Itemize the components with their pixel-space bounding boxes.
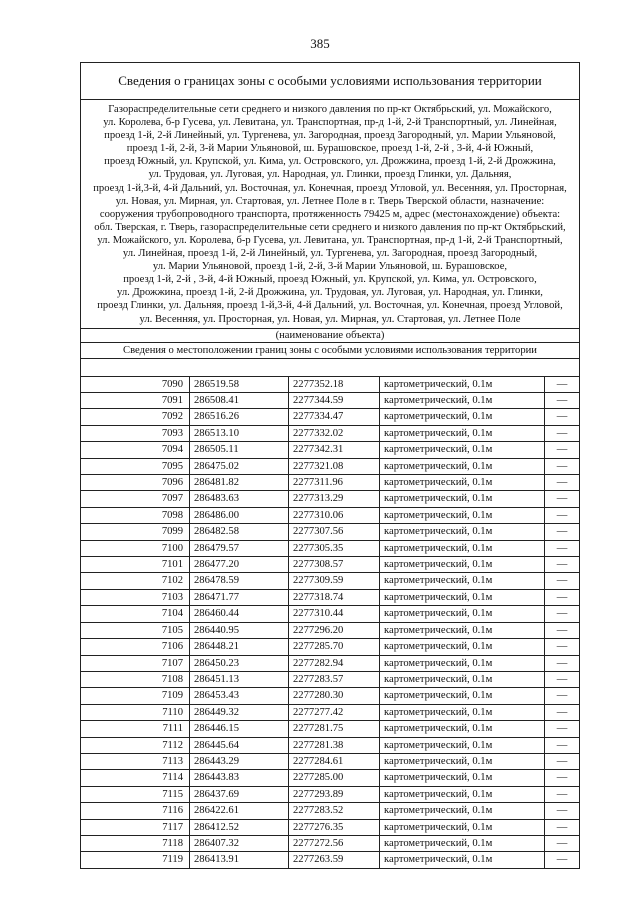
method-accuracy: картометрический, 0.1м [380,852,545,868]
coord-y: 2277310.44 [289,606,380,622]
method-accuracy: картометрический, 0.1м [380,639,545,655]
table-row [81,671,579,687]
method-accuracy: картометрический, 0.1м [380,491,545,507]
table-row [81,475,579,491]
description-dash: — [545,639,580,655]
point-number: 7094 [81,442,190,458]
coord-x: 286508.41 [190,393,289,409]
coord-x: 286449.32 [190,704,289,720]
table-row [81,770,579,786]
coord-y: 2277318.74 [289,589,380,605]
coord-y: 2277272.56 [289,835,380,851]
coord-y: 2277283.52 [289,803,380,819]
method-accuracy: картометрический, 0.1м [380,507,545,523]
method-accuracy: картометрический, 0.1м [380,721,545,737]
coord-x: 286412.52 [190,819,289,835]
method-accuracy: картометрический, 0.1м [380,753,545,769]
description-dash: — [545,491,580,507]
method-accuracy: картометрический, 0.1м [380,442,545,458]
coord-y: 2277281.38 [289,737,380,753]
method-accuracy: картометрический, 0.1м [380,606,545,622]
coord-x: 286450.23 [190,655,289,671]
coord-y: 2277352.18 [289,377,380,393]
coord-y: 2277308.57 [289,557,380,573]
table-row [81,557,579,573]
description-dash: — [545,721,580,737]
point-number: 7103 [81,589,190,605]
header-spacer-row [81,359,579,377]
point-number: 7096 [81,475,190,491]
point-number: 7099 [81,524,190,540]
table-row [81,540,579,556]
method-accuracy: картометрический, 0.1м [380,377,545,393]
coord-x: 286448.21 [190,639,289,655]
method-accuracy: картометрический, 0.1м [380,655,545,671]
coord-y: 2277263.59 [289,852,380,868]
coord-x: 286440.95 [190,622,289,638]
table-row [81,655,579,671]
coord-y: 2277285.00 [289,770,380,786]
coord-y: 2277283.57 [289,671,380,687]
method-accuracy: картометрический, 0.1м [380,540,545,556]
point-number: 7108 [81,671,190,687]
description-dash: — [545,753,580,769]
table-row [81,393,579,409]
point-number: 7090 [81,377,190,393]
method-accuracy: картометрический, 0.1м [380,589,545,605]
point-number: 7105 [81,622,190,638]
coord-x: 286481.82 [190,475,289,491]
table-row [81,786,579,802]
method-accuracy: картометрический, 0.1м [380,458,545,474]
coord-x: 286446.15 [190,721,289,737]
description-dash: — [545,835,580,851]
table-row [81,803,579,819]
coord-x: 286486.00 [190,507,289,523]
description-dash: — [545,442,580,458]
coord-y: 2277309.59 [289,573,380,589]
point-number: 7097 [81,491,190,507]
coord-y: 2277284.61 [289,753,380,769]
object-name-caption: (наименование объекта) [81,329,579,343]
point-number: 7110 [81,704,190,720]
description-dash: — [545,557,580,573]
coord-x: 286453.43 [190,688,289,704]
method-accuracy: картометрический, 0.1м [380,770,545,786]
coord-x: 286443.29 [190,753,289,769]
point-number: 7104 [81,606,190,622]
coord-x: 286437.69 [190,786,289,802]
point-number: 7118 [81,835,190,851]
method-accuracy: картометрический, 0.1м [380,835,545,851]
coord-x: 286479.57 [190,540,289,556]
method-accuracy: картометрический, 0.1м [380,622,545,638]
method-accuracy: картометрический, 0.1м [380,803,545,819]
coord-y: 2277334.47 [289,409,380,425]
coord-y: 2277280.30 [289,688,380,704]
table-row [81,442,579,458]
table-row [81,507,579,523]
table-row [81,721,579,737]
table-row [81,491,579,507]
coordinates-table [81,377,579,868]
coord-y: 2277281.75 [289,721,380,737]
coord-y: 2277342.31 [289,442,380,458]
description-dash: — [545,409,580,425]
description-dash: — [545,737,580,753]
description-dash: — [545,475,580,491]
method-accuracy: картометрический, 0.1м [380,393,545,409]
coord-y: 2277313.29 [289,491,380,507]
form-title: Сведения о границах зоны с особыми условиями использования территории [81,63,579,100]
description-dash: — [545,540,580,556]
table-row [81,704,579,720]
coord-x: 286519.58 [190,377,289,393]
description-dash: — [545,770,580,786]
table-row [81,573,579,589]
coord-y: 2277311.96 [289,475,380,491]
point-number: 7113 [81,753,190,769]
point-number: 7114 [81,770,190,786]
coord-y: 2277332.02 [289,425,380,441]
method-accuracy: картометрический, 0.1м [380,425,545,441]
method-accuracy: картометрический, 0.1м [380,409,545,425]
coord-x: 286413.91 [190,852,289,868]
point-number: 7091 [81,393,190,409]
coord-x: 286505.11 [190,442,289,458]
point-number: 7119 [81,852,190,868]
coord-y: 2277276.35 [289,819,380,835]
point-number: 7112 [81,737,190,753]
coord-x: 286478.59 [190,573,289,589]
point-number: 7109 [81,688,190,704]
location-subheader: Сведения о местоположении границ зоны с особыми условиями использования территории [81,343,579,359]
method-accuracy: картометрический, 0.1м [380,524,545,540]
method-accuracy: картометрический, 0.1м [380,786,545,802]
table-row [81,425,579,441]
description-dash: — [545,377,580,393]
coord-x: 286407.32 [190,835,289,851]
point-number: 7102 [81,573,190,589]
coord-x: 286422.61 [190,803,289,819]
description-dash: — [545,622,580,638]
point-number: 7092 [81,409,190,425]
coord-x: 286471.77 [190,589,289,605]
method-accuracy: картометрический, 0.1м [380,475,545,491]
coord-y: 2277296.20 [289,622,380,638]
table-row [81,835,579,851]
method-accuracy: картометрический, 0.1м [380,737,545,753]
point-number: 7117 [81,819,190,835]
coord-y: 2277285.70 [289,639,380,655]
description-dash: — [556,854,568,866]
point-number: 7115 [81,786,190,802]
method-accuracy: картометрический, 0.1м [380,704,545,720]
table-row [81,409,579,425]
method-accuracy: картометрический, 0.1м [380,557,545,573]
coord-x: 286443.83 [190,770,289,786]
point-number: 7106 [81,639,190,655]
coord-y: 2277307.56 [289,524,380,540]
description-dash: — [545,425,580,441]
table-row [81,524,579,540]
description-dash: — [545,655,580,671]
description-dash: — [545,704,580,720]
page-number: 385 [310,36,330,51]
coord-y: 2277293.89 [289,786,380,802]
coord-y: 2277310.06 [289,507,380,523]
table-row [81,639,579,655]
coord-y: 2277344.59 [289,393,380,409]
coord-x: 286513.10 [190,425,289,441]
method-accuracy: картометрический, 0.1м [380,671,545,687]
coord-y: 2277305.35 [289,540,380,556]
coord-x: 286482.58 [190,524,289,540]
coord-x: 286460.44 [190,606,289,622]
coord-x: 286475.02 [190,458,289,474]
description-dash: — [545,524,580,540]
point-number: 7093 [81,425,190,441]
description-dash: — [545,688,580,704]
point-number: 7116 [81,803,190,819]
description-dash: — [545,606,580,622]
method-accuracy: картометрический, 0.1м [380,573,545,589]
description-dash: — [545,803,580,819]
description-dash: — [545,458,580,474]
description-dash: — [545,507,580,523]
method-accuracy: картометрический, 0.1м [380,688,545,704]
method-accuracy: картометрический, 0.1м [380,819,545,835]
table-row [81,589,579,605]
point-number: 7100 [81,540,190,556]
description-dash: — [545,589,580,605]
description-dash: — [545,573,580,589]
table-row [81,753,579,769]
coord-x: 286516.26 [190,409,289,425]
coord-x: 286451.13 [190,671,289,687]
table-row [81,688,579,704]
table-row [81,622,579,638]
coord-x: 286483.63 [190,491,289,507]
coord-x: 286445.64 [190,737,289,753]
table-row [81,852,579,868]
table-row [81,737,579,753]
table-row [81,819,579,835]
table-row [81,606,579,622]
table-row [81,377,579,393]
zone-info-form [80,62,580,869]
description-dash: — [545,671,580,687]
description-dash: — [545,786,580,802]
coord-y: 2277282.94 [289,655,380,671]
point-number: 7098 [81,507,190,523]
point-number: 7101 [81,557,190,573]
point-number: 7111 [81,721,190,737]
point-number: 7095 [81,458,190,474]
object-description: Газораспределительные сети среднего и низкого давления по пр-кт Октябрьский, ул. Можайского, ул. Королева, б-р Гусева, ул. Левитана, ул. Транспортная, пр-д 1-й, 2-й Транспортный, ул. Линейная, проезд 1-й, 2-й Линейный, ул. Тургенева, ул. Загородная, проезд Загородный, ул. Марии Ульяновой, проезд 1-й, 2-й, 3-й Марии Ульяновой, ш. Бурашовское, проезд 1-й, 2-й , 3-й, 4-й Южный, проезд Южный, ул. Крупской, ул. Кима, ул. Островского, ул. Дрожжина, проезд 1-й, 2-й Дрожжина, ул. Трудовая, ул. Луговая, ул. Народная, ул. Глинки, проезд Глинки, ул. Дальняя, проезд 1-й,3-й, 4-й Дальний, ул. Восточная, ул. Конечная, проезд Угловой, ул. Весенняя, ул. Просторная, ул. Новая, ул. Мирная, ул. Стартовая, ул. Летнее Поле в г. Тверь Тверской области, назначение: сооружения трубопроводного транспорта, протяженность 79425 м, адрес (местонахождение) объекта: обл. Тверская, г. Тверь, газораспределительные сети среднего и низкого давления по пр-кт Октябрьский, ул. Можайского, ул. Королева, б-р Гусева, ул. Левитана, ул. Транспортная, пр-д 1-й, 2-й Транспортный, ул. Линейная, проезд 1-й, 2-й Линейный, ул. Тургенева, ул. Загородная, проезд Загородный, ул. Марии Ульяновой, проезд 1-й, 2-й, 3-й Марии Ульяновой, ш. Бурашовское, проезд 1-й, 2-й , 3-й, 4-й Южный, проезд Южный, ул. Крупской, ул. Кима, ул. Островского, ул. Дрожжина, проезд 1-й, 2-й Дрожжина, ул. Трудовая, ул. Луговая, ул. Народная, ул. Глинки, проезд Глинки, ул. Дальняя, проезд 1-й,3-й, 4-й Дальний, ул. Восточная, ул. Конечная, проезд Угловой, ул. Весенняя, ул. Просторная, ул. Новая, ул. Мирная, ул. Стартовая, ул. Летнее Поле [81,100,579,329]
description-dash: — [545,819,580,835]
point-number: 7107 [81,655,190,671]
table-row [81,458,579,474]
coord-y: 2277321.08 [289,458,380,474]
description-dash: — [545,393,580,409]
coord-y: 2277277.42 [289,704,380,720]
coord-x: 286477.20 [190,557,289,573]
